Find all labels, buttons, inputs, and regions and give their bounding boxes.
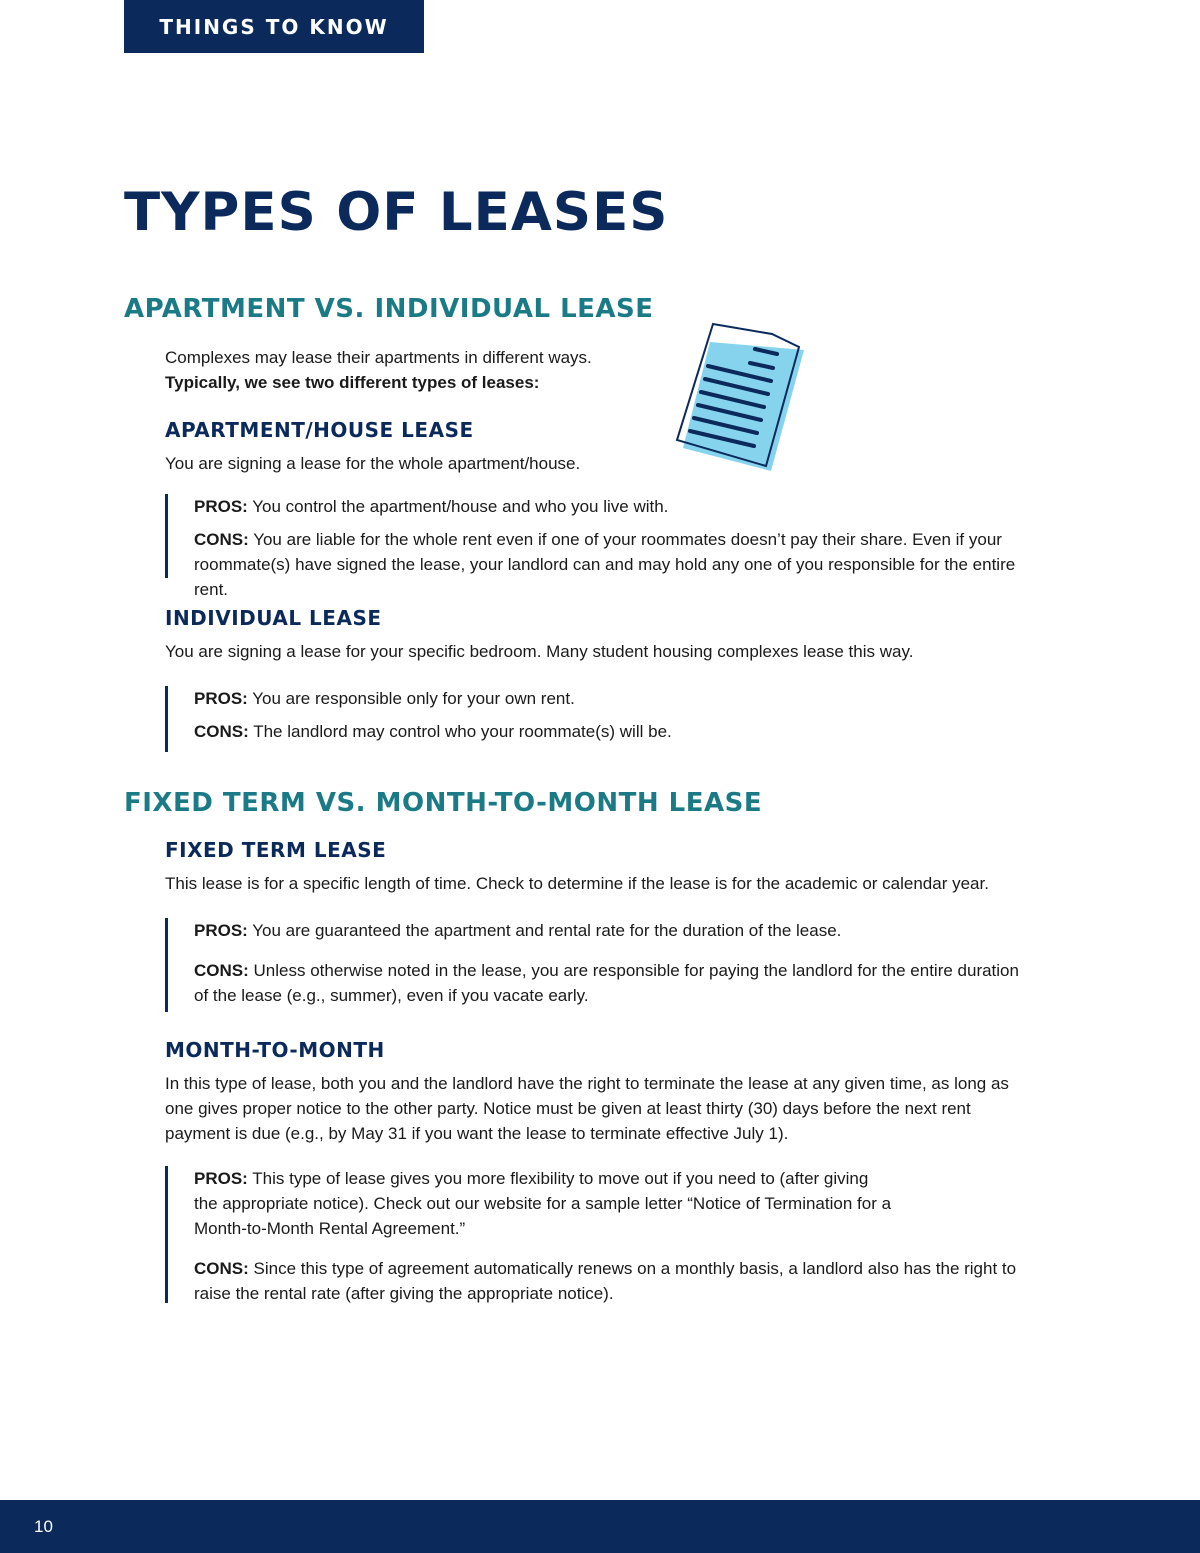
- subhead-individual-lease: INDIVIDUAL LEASE: [165, 606, 382, 630]
- month-to-month-description: In this type of lease, both you and the landlord have the right to terminate the lease at any given time, as long as one gives proper notice to the other party. Notice must be given at least thirty (30) days before the next rent payment is due (e.g., by May 31 if you want the lease to terminate effective July 1).: [165, 1074, 1009, 1143]
- intro-line: Complexes may lease their apartments in different ways.: [165, 348, 592, 367]
- pros-text: This type of lease gives you more flexibility to move out if you need to (after giving the appropriate notice). Check out our website for a sample letter “Notice of Termination for a Month-to-Month Rental Agreement.”: [194, 1169, 892, 1238]
- header-tab: [124, 0, 424, 53]
- pros-cons-block: [165, 918, 1025, 1012]
- cons-line: [194, 958, 1025, 1008]
- pros-cons-block: [165, 1166, 1025, 1303]
- cons-text: Since this type of agreement automatically renews on a monthly basis, a landlord also has the right to raise the rental rate (after giving the appropriate notice).: [194, 1259, 1017, 1303]
- pros-label: PROS:: [194, 497, 248, 516]
- pros-cons-block: [165, 686, 1025, 752]
- cons-label: CONS:: [194, 722, 249, 741]
- cons-line: [194, 1256, 1025, 1306]
- pros-text: You are responsible only for your own rent.: [247, 689, 575, 708]
- subhead-apartment-house-lease: APARTMENT/HOUSE LEASE: [165, 418, 474, 442]
- page-title: TYPES OF LEASES: [124, 182, 669, 243]
- intro-line-bold: Typically, we see two different types of leases:: [165, 373, 540, 392]
- section-title-apartment-vs-individual: APARTMENT VS. INDIVIDUAL LEASE: [124, 294, 654, 324]
- pros-label: PROS:: [194, 689, 248, 708]
- page-number: 10: [34, 1516, 53, 1536]
- pros-text: You are guaranteed the apartment and rental rate for the duration of the lease.: [247, 921, 842, 940]
- pros-line: [194, 918, 1025, 943]
- subhead-fixed-term-lease: FIXED TERM LEASE: [165, 838, 387, 862]
- pros-cons-block: [165, 494, 1025, 599]
- pros-label: PROS:: [194, 1169, 248, 1188]
- cons-label: CONS:: [194, 530, 249, 549]
- pros-line: [194, 1166, 894, 1241]
- cons-text: You are liable for the whole rent even if one of your roommates doesn’t pay their share. Even if your roommate(s) have signed the lease, your landlord can and may hold any one of you responsible for the entire rent.: [194, 530, 1016, 599]
- cons-label: CONS:: [194, 961, 249, 980]
- fixed-term-description: This lease is for a specific length of time. Check to determine if the lease is for the academic or calendar year.: [165, 874, 989, 893]
- cons-text: The landlord may control who your roommate(s) will be.: [248, 722, 672, 741]
- header-tab-label: THINGS TO KNOW: [159, 14, 389, 39]
- cons-text: Unless otherwise noted in the lease, you are responsible for paying the landlord for the entire duration of the lease (e.g., summer), even if you vacate early.: [194, 961, 1019, 1005]
- cons-line: [194, 527, 1025, 602]
- cons-label: CONS:: [194, 1259, 249, 1278]
- individual-lease-description: You are signing a lease for your specific bedroom. Many student housing complexes lease this way.: [165, 642, 914, 661]
- pros-label: PROS:: [194, 921, 248, 940]
- pros-line: [194, 686, 1025, 711]
- footer-bar: [0, 1500, 1200, 1553]
- cons-line: [194, 719, 1025, 744]
- subhead-month-to-month: MONTH-TO-MONTH: [165, 1038, 385, 1062]
- apartment-house-description: You are signing a lease for the whole apartment/house.: [165, 454, 581, 473]
- pros-line: [194, 494, 1025, 519]
- section-intro: [165, 345, 1025, 395]
- pros-text: You control the apartment/house and who you live with.: [247, 497, 669, 516]
- section-title-fixed-vs-month: FIXED TERM VS. MONTH-TO-MONTH LEASE: [124, 788, 763, 818]
